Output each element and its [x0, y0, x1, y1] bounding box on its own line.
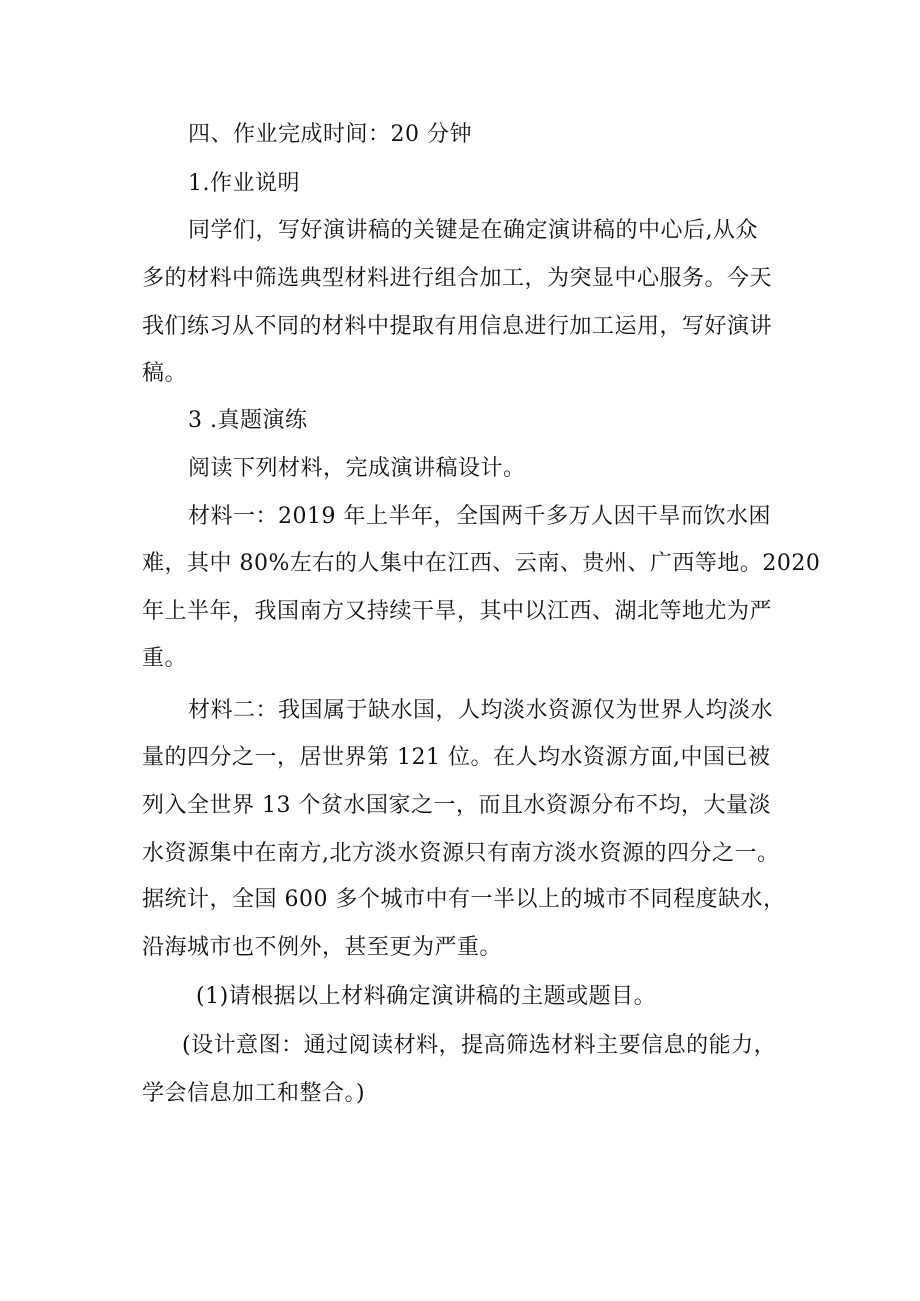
- material-two-line-4: 水资源集中在南方,北方淡水资源只有南方淡水资源的四分之一。: [142, 841, 780, 866]
- material-one-line-4: 重。: [142, 646, 188, 671]
- section-four-heading: 四、作业完成时间：20 分钟: [188, 122, 472, 147]
- material-two-line-2: 量的四分之一，居世界第 121 位。在人均水资源方面,中国已被: [142, 745, 771, 770]
- material-one-line-1: 材料一：2019 年上半年，全国两千多万人因干旱而饮水困: [188, 504, 771, 529]
- material-two-line-5: 据统计，全国 600 多个城市中有一半以上的城市不同程度缺水，: [142, 887, 786, 912]
- intro-line-2: 多的材料中筛选典型材料进行组合加工，为突显中心服务。今天: [142, 266, 773, 291]
- material-two-line-1: 材料二：我国属于缺水国，人均淡水资源仅为世界人均淡水: [188, 698, 774, 723]
- item-1-title: 1.作业说明: [188, 171, 300, 196]
- material-one-line-2: 难，其中 80%左右的人集中在江西、云南、贵州、广西等地。2020: [142, 551, 821, 576]
- item-3-title: 3 .真题演练: [188, 408, 308, 433]
- task-prompt: 阅读下列材料，完成演讲稿设计。: [188, 456, 526, 481]
- intro-line-4: 稿。: [142, 361, 188, 386]
- material-one-line-3: 年上半年，我国南方又持续干旱，其中以江西、湖北等地尤为严: [142, 599, 773, 624]
- question-one: (1)请根据以上材料确定演讲稿的主题或题目。: [196, 984, 657, 1009]
- material-two-line-3: 列入全世界 13 个贫水国家之一，而且水资源分布不均，大量淡: [142, 793, 771, 818]
- design-intent-line-2: 学会信息加工和整合。): [142, 1081, 366, 1106]
- intro-line-3: 我们练习从不同的材料中提取有用信息进行加工运用，写好演讲: [142, 314, 773, 339]
- design-intent-line-1: (设计意图：通过阅读材料，提高筛选材料主要信息的能力，: [182, 1033, 777, 1058]
- material-two-line-6: 沿海城市也不例外，甚至更为严重。: [142, 935, 503, 960]
- intro-line-1: 同学们，写好演讲稿的关键是在确定演讲稿的中心后,从众: [188, 218, 758, 243]
